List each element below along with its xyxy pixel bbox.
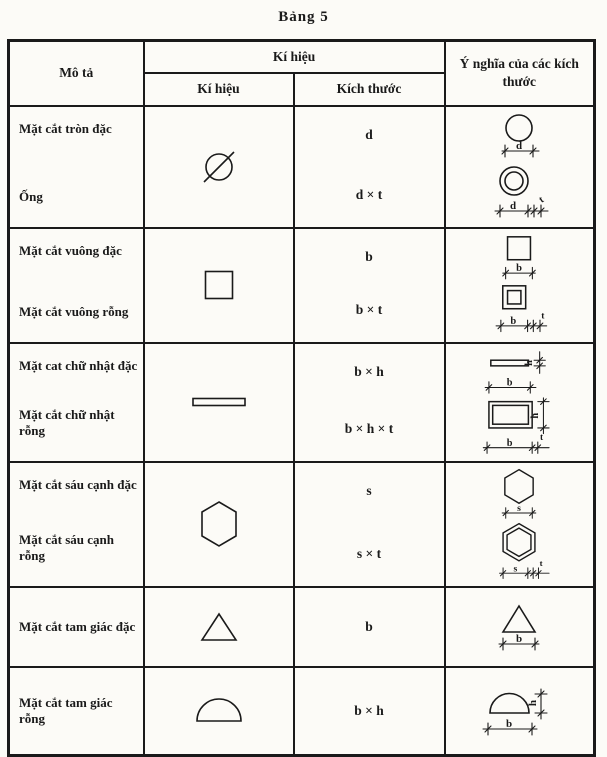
section-label: Mặt cắt tam giác rỗng <box>19 694 113 726</box>
circle-dimension-diagram <box>469 111 569 161</box>
svg-text:h: h <box>527 699 540 706</box>
section-label: Ống <box>19 188 43 204</box>
flat-bar-dimension-diagram <box>459 348 579 397</box>
svg-text:s: s <box>517 502 522 514</box>
section-label: Mặt cắt sáu cạnh đặc <box>19 476 137 492</box>
dimension-value: d × t <box>355 186 383 202</box>
header-row-1 <box>9 41 595 73</box>
triangle-icon <box>198 611 240 643</box>
hollow-hexagon-dimension-diagram <box>469 521 569 581</box>
section-label: Mặt cắt sáu cạnh rỗng <box>19 531 114 563</box>
svg-text:t: t <box>540 433 544 444</box>
svg-text:t: t <box>539 558 543 569</box>
svg-text:b: b <box>506 717 513 730</box>
section-symbols-table <box>7 39 596 757</box>
svg-text:b: b <box>506 377 513 389</box>
page-title: Bảng 5 <box>278 9 329 25</box>
semicircle-dimension-diagram <box>459 683 579 739</box>
svg-text:b: b <box>516 632 523 645</box>
column-header-meaning: Ý nghĩa của các kích thước <box>445 41 595 106</box>
section-label: Mặt cắt tam giác đặc <box>19 618 136 634</box>
svg-text:t: t <box>537 193 547 205</box>
svg-text:h: h <box>524 359 536 366</box>
table-row <box>9 228 595 343</box>
hollow-square-dimension-diagram <box>464 282 574 337</box>
column-header-symbol-group: Kí hiệu <box>144 41 445 73</box>
dimension-value: s × t <box>356 545 382 561</box>
dimension-value: b <box>365 618 373 634</box>
dimension-value: b × h × t <box>344 420 394 436</box>
svg-text:s: s <box>513 563 518 575</box>
dimension-value: b × h <box>354 702 384 718</box>
dimension-value: b × h <box>354 363 384 379</box>
table-row <box>9 343 595 462</box>
section-label: Mặt cắt vuông đặc <box>19 242 122 258</box>
table-row <box>9 462 595 587</box>
svg-text:b: b <box>510 316 517 328</box>
square-dimension-diagram <box>469 233 569 283</box>
circle-slash-icon <box>196 144 242 190</box>
dimension-value: b <box>365 248 373 264</box>
dimension-value: d <box>365 126 373 142</box>
svg-text:b: b <box>516 262 523 274</box>
hollow-rectangle-dimension-diagram <box>459 396 579 456</box>
svg-text:h: h <box>530 413 542 419</box>
column-header-symbol: Kí hiệu <box>144 73 294 106</box>
dimension-value: s <box>366 482 372 498</box>
section-label: Mặt cắt vuông rỗng <box>19 303 129 319</box>
section-label: Mặt cat chữ nhật đặc <box>19 357 138 373</box>
svg-text:d: d <box>516 139 523 152</box>
svg-text:t: t <box>541 310 545 322</box>
column-header-dimension: Kích thước <box>294 73 445 106</box>
tube-dimension-diagram <box>464 161 574 223</box>
table-row <box>9 106 595 228</box>
semicircle-icon <box>194 698 244 724</box>
table-row <box>9 587 595 667</box>
triangle-dimension-diagram <box>469 600 569 654</box>
hexagon-icon <box>196 499 242 549</box>
svg-text:d: d <box>510 199 517 212</box>
flat-bar-icon <box>191 396 247 408</box>
column-header-description: Mô tả <box>9 41 144 106</box>
section-label: Mặt cắt chữ nhật rỗng <box>19 406 115 438</box>
table-row <box>9 667 595 756</box>
dimension-value: b × t <box>355 301 383 317</box>
svg-text:b: b <box>506 438 513 450</box>
section-label: Mặt cắt tròn đặc <box>19 120 112 136</box>
hexagon-dimension-diagram <box>469 467 569 522</box>
square-icon <box>202 268 236 302</box>
